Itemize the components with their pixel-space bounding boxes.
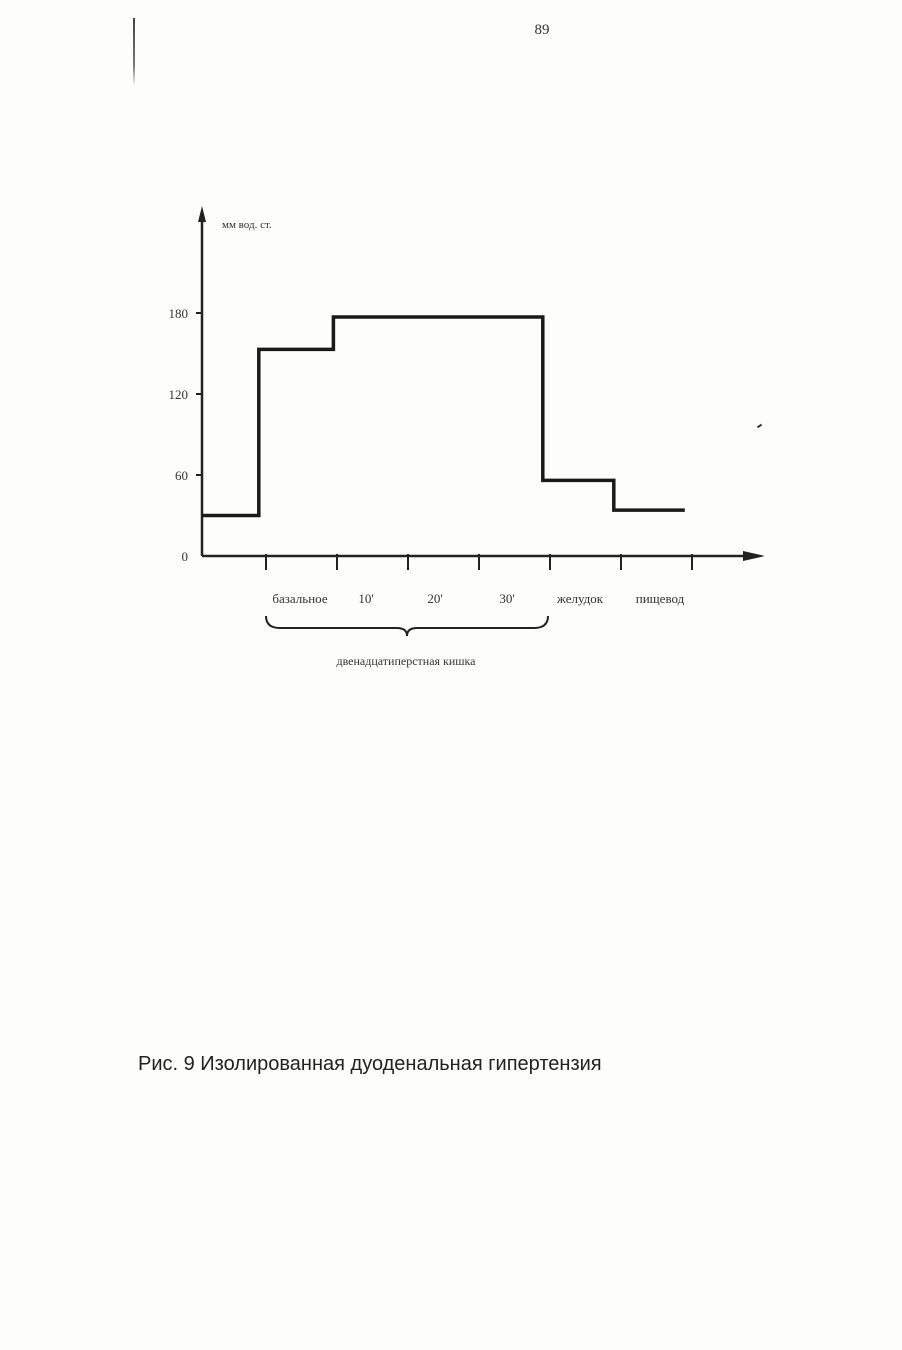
y-tick-label: 120 [168,387,188,402]
brace-label: двенадцатиперстная кишка [336,654,476,668]
x-axis-arrow [743,551,765,561]
y-tick-label: 180 [168,306,188,321]
x-category-label: 30' [499,591,515,606]
x-category-label: 20' [427,591,443,606]
page-number: 89 [534,22,550,38]
figure-caption: Рис. 9 Изолированная дуоденальная гипертензия [138,1053,602,1075]
y-axis-arrow [198,206,206,222]
y-tick-label: 60 [175,468,188,483]
duodenum-brace [266,616,548,636]
x-category-label: базальное [272,591,328,606]
pressure-series-line [202,317,685,516]
x-category-label: желудок [556,591,604,606]
x-category-label: пищевод [635,591,685,606]
y-axis-label: мм вод. ст. [222,219,272,231]
x-category-label: 10' [358,591,374,606]
y-tick-label: 0 [181,549,188,564]
